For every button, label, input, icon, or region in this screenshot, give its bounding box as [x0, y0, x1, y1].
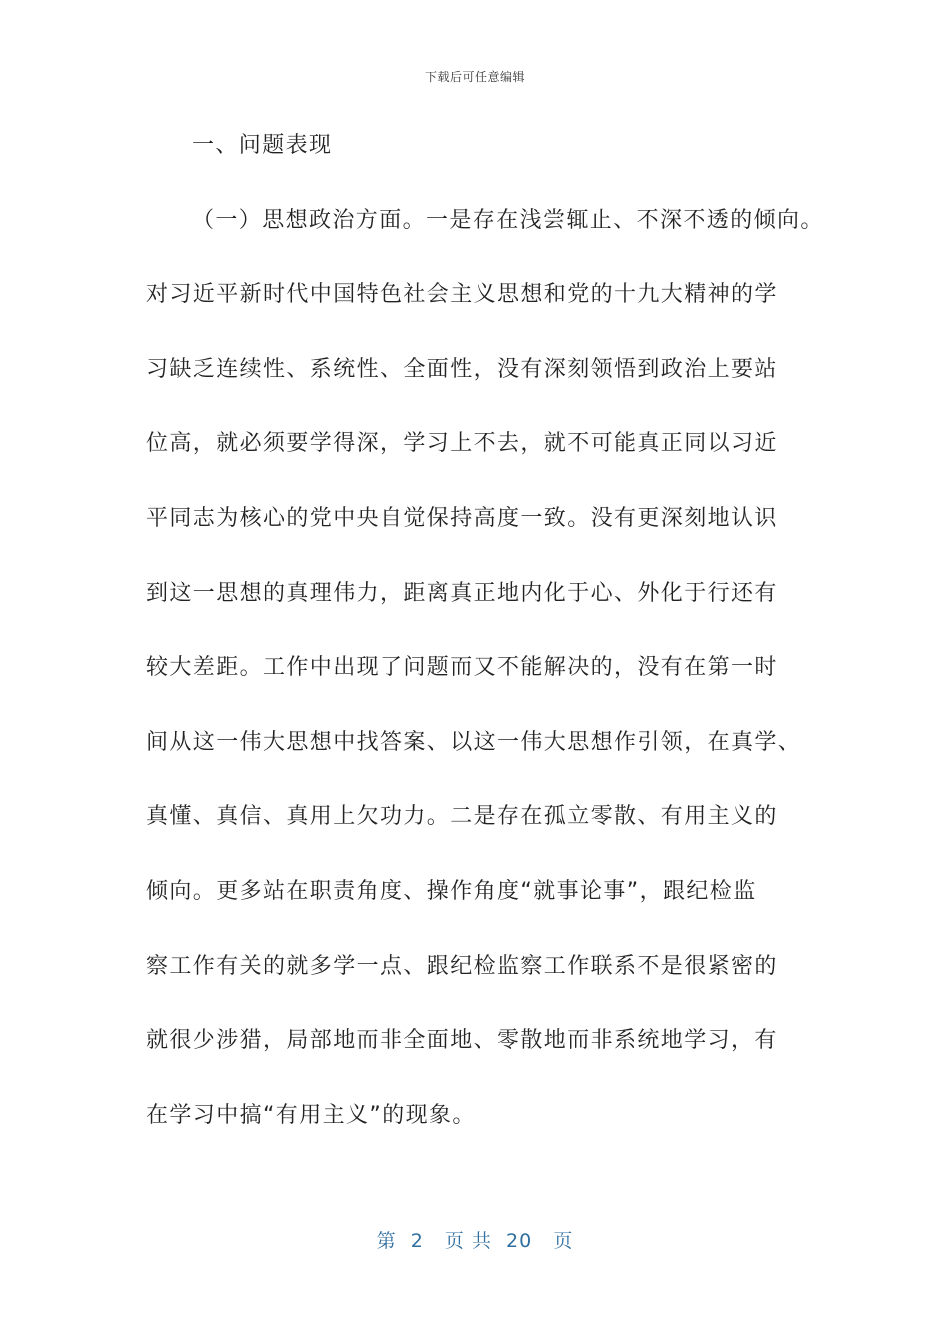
paragraph-line: 倾向。更多站在职责角度、操作角度“就事论事”，跟纪检监 [146, 878, 757, 904]
paragraph-line: 平同志为核心的党中央自觉保持高度一致。没有更深刻地认识 [146, 505, 778, 531]
paragraph-line: 真懂、真信、真用上欠功力。二是存在孤立零散、有用主义的 [146, 804, 778, 830]
page-header-note: 下载后可任意编辑 [424, 70, 525, 84]
paragraph-line: 到这一思想的真理伟力，距离真正地内化于心、外化于行还有 [146, 580, 778, 606]
document-body [146, 128, 824, 1172]
paragraph-line: 察工作有关的就多学一点、跟纪检监察工作联系不是很紧密的 [146, 953, 778, 979]
paragraph-line: 间从这一伟大思想中找答案、以这一伟大思想作引领，在真学、 [146, 729, 802, 755]
paragraph-line: 位高，就必须要学得深，学习上不去，就不可能真正同以习近 [146, 431, 778, 457]
paragraph-line: （一）思想政治方面。一是存在浅尝辄止、不深不透的倾向。 [192, 207, 824, 233]
page-number-footer: 第 2 页 共 20 页 [376, 1230, 574, 1252]
paragraph-line: 习缺乏连续性、系统性、全面性，没有深刻领悟到政治上要站 [146, 356, 778, 382]
paragraph-line: 较大差距。工作中出现了问题而又不能解决的，没有在第一时 [146, 655, 778, 681]
paragraph-line: 在学习中搞“有用主义”的现象。 [146, 1102, 476, 1128]
paragraph-line: 就很少涉猎，局部地而非全面地、零散地而非系统地学习，有 [146, 1028, 778, 1054]
paragraph-line: 对习近平新时代中国特色社会主义思想和党的十九大精神的学 [146, 282, 778, 308]
section-heading: 一、问题表现 [192, 133, 333, 158]
